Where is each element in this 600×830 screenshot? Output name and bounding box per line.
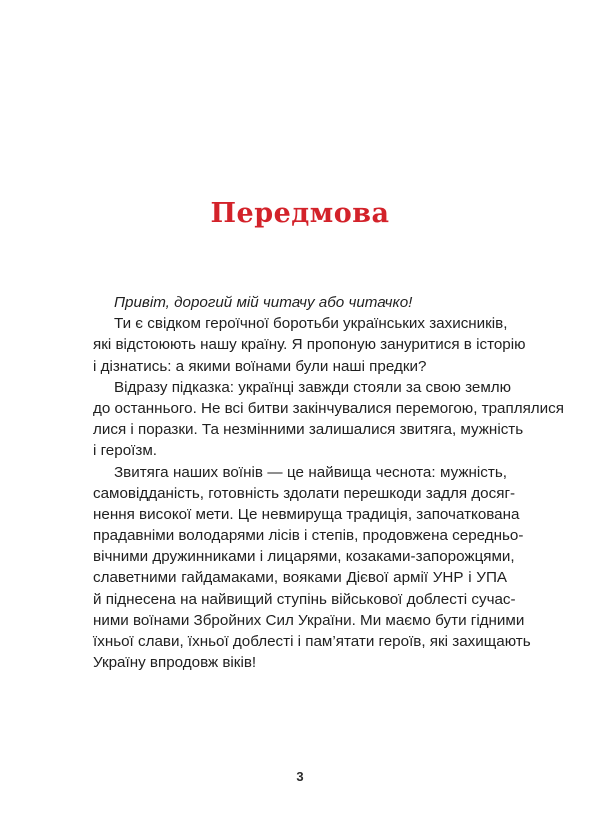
- greeting-line: Привіт, дорогий мій читачу або читачко!: [114, 294, 413, 311]
- text-line: Україну впродовж віків!: [93, 654, 257, 672]
- text-line: і героїзм.: [93, 442, 157, 460]
- text-line: які відстоюють нашу країну. Я пропоную зануритися в історію: [93, 336, 526, 354]
- page-number: 3: [296, 769, 304, 784]
- text-line: Ти є свідком героїчної боротьби українських захисників,: [114, 315, 508, 333]
- text-line: Звитяга наших воїнів — це найвища чеснота: мужність,: [114, 463, 507, 481]
- text-line: й піднесена на найвищий ступінь військової доблесті сучас-: [93, 590, 516, 608]
- text-line: до останнього. Не всі битви закінчувалися перемогою, траплялися: [93, 399, 564, 417]
- text-line: нення високої мети. Це невмируща традиція, започаткована: [93, 505, 520, 523]
- text-line: і дізнатись: а якими воїнами були наші предки?: [93, 357, 427, 375]
- text-line: лися і поразки. Та незмінними залишалися звитяга, мужність: [93, 421, 524, 439]
- text-line: прадавніми володарями лісів і степів, продовжена середньо-: [93, 527, 524, 545]
- text-line: самовідданість, готовність здолати перешкоди задля досяг-: [93, 484, 516, 502]
- text-line: славетними гайдамаками, вояками Дієвої армії УНР і УПА: [93, 569, 507, 587]
- text-line: ними воїнами Збройних Сил України. Ми маємо бути гідними: [93, 611, 525, 629]
- page-title: Передмова: [210, 198, 390, 229]
- text-line: вічними дружинниками і лицарями, козаками-запорожцями,: [93, 548, 515, 566]
- text-line: Відразу підказка: українці завжди стояли за свою землю: [114, 378, 512, 396]
- text-line: їхньої слави, їхньої доблесті і пам’ятати героїв, які захищають: [93, 633, 531, 650]
- foreword-text: [93, 292, 564, 673]
